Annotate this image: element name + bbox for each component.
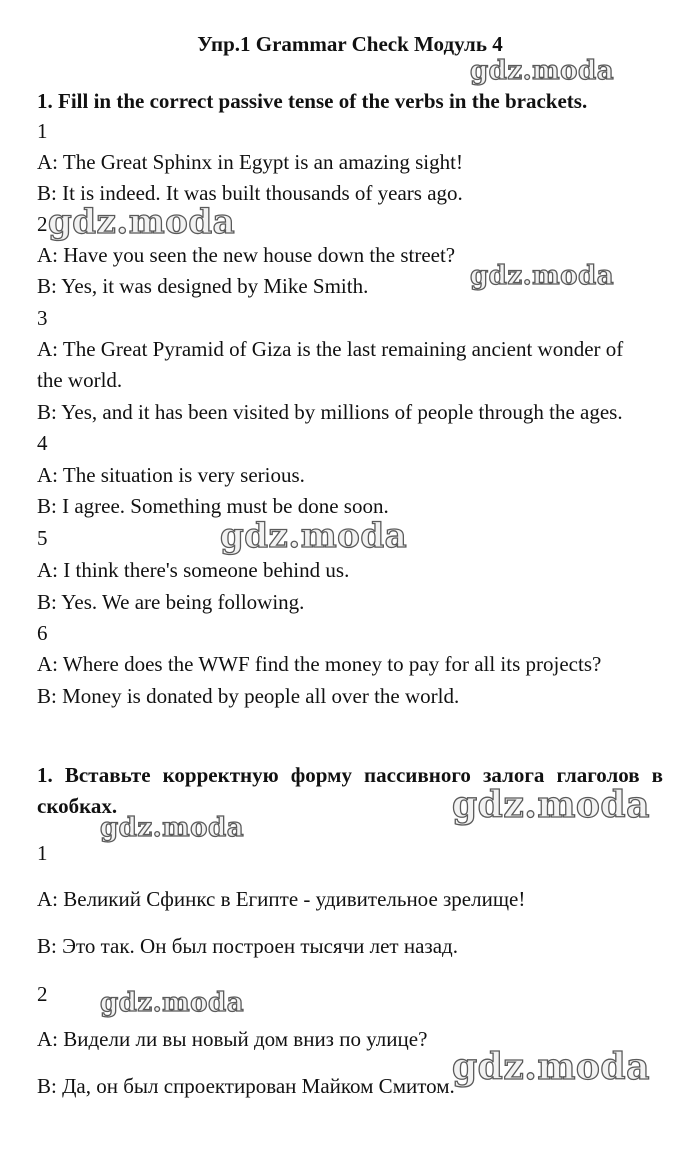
en-item-3-line-b: B: Yes, and it has been visited by millions of people through the ages. — [37, 400, 623, 424]
watermark-logo: gdz.moda — [48, 202, 236, 242]
en-item-4-line-b: B: I agree. Something must be done soon. — [37, 494, 389, 518]
en-item-1-line-b: B: It is indeed. It was built thousands of years ago. — [37, 181, 463, 205]
watermark-logo: gdz.moda — [220, 516, 408, 556]
ru-item-2-number: 2 — [37, 982, 48, 1006]
en-item-1-line-a: A: The Great Sphinx in Egypt is an amazing sight! — [37, 150, 463, 174]
watermark-logo: gdz.moda — [452, 1046, 650, 1088]
en-item-6-line-a: A: Where does the WWF find the money to pay for all its projects? — [37, 652, 602, 676]
watermark-logo: gdz.moda — [452, 784, 650, 826]
en-item-2-number: 2 — [37, 212, 48, 236]
en-item-1-number: 1 — [37, 119, 48, 143]
en-item-5-number: 5 — [37, 526, 48, 550]
ru-item-1-line-b: B: Это так. Он был построен тысячи лет назад. — [37, 934, 458, 958]
en-item-4-line-a: A: The situation is very serious. — [37, 463, 305, 487]
watermark-logo: gdz.moda — [470, 261, 615, 291]
english-task-heading: 1. Fill in the correct passive tense of the verbs in the brackets. — [37, 89, 588, 113]
russian-task-heading: 1. Вставьте корректную форму пассивного залога глаголов в скобках. — [37, 763, 663, 818]
watermark-logo: gdz.moda — [100, 813, 245, 843]
ru-item-2-line-a: A: Видели ли вы новый дом вниз по улице? — [37, 1027, 428, 1051]
en-item-3-number: 3 — [37, 306, 48, 330]
en-item-2-line-a: A: Have you seen the new house down the street? — [37, 243, 456, 267]
en-item-4-number: 4 — [37, 431, 48, 455]
en-item-5-line-a: A: I think there's someone behind us. — [37, 558, 350, 582]
page-title: Упр.1 Grammar Check Модуль 4 — [197, 32, 503, 56]
ru-item-2-line-b: B: Да, он был спроектирован Майком Смитом. — [37, 1074, 455, 1098]
watermark-logo: gdz.moda — [100, 988, 245, 1018]
en-item-3-line-a: A: The Great Pyramid of Giza is the last remaining ancient wonder of the world. — [37, 337, 624, 392]
en-item-6-number: 6 — [37, 621, 48, 645]
watermark-logo: gdz.moda — [470, 56, 615, 86]
en-item-5-line-b: B: Yes. We are being following. — [37, 590, 305, 614]
ru-item-1-number: 1 — [37, 841, 48, 865]
ru-item-1-line-a: A: Великий Сфинкс в Египте - удивительное зрелище! — [37, 887, 526, 911]
en-item-6-line-b: B: Money is donated by people all over the world. — [37, 684, 460, 708]
en-item-2-line-b: B: Yes, it was designed by Mike Smith. — [37, 274, 369, 298]
